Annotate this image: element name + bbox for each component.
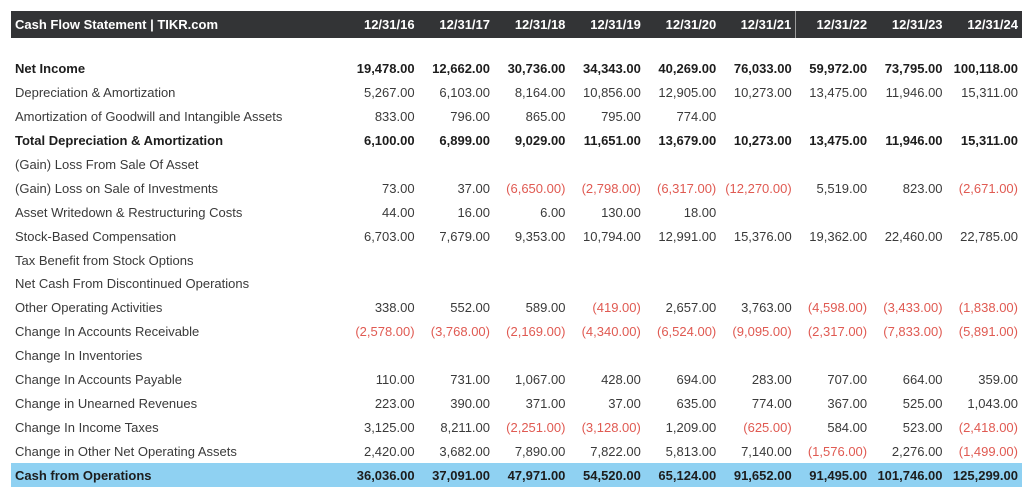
table-row: [11, 415, 1022, 439]
row-value: 12,662.00: [432, 61, 490, 77]
total-row: [11, 463, 1022, 487]
row-value: [947, 105, 1022, 129]
row-value: 59,972.00: [809, 61, 868, 77]
row-value: [494, 272, 569, 296]
row-value: 552.00: [450, 300, 490, 316]
row-value: 428.00: [601, 372, 641, 388]
row-value: [871, 272, 946, 296]
row-value: [796, 105, 871, 129]
row-value: 37.00: [457, 180, 490, 196]
row-value: [947, 153, 1022, 177]
row-value: (5,891.00): [958, 324, 1018, 340]
row-value: [720, 344, 795, 368]
row-value: 11,651.00: [583, 133, 641, 149]
table-row: [11, 224, 1022, 248]
year-header[interactable]: 12/31/24: [947, 11, 1022, 38]
row-value: (2,317.00): [807, 324, 868, 340]
row-value: [796, 248, 871, 272]
table-row: [11, 153, 1022, 177]
row-value: (2,169.00): [506, 324, 566, 340]
row-value: 9,029.00: [514, 133, 566, 149]
row-value: [343, 344, 418, 368]
row-value: 338.00: [374, 300, 415, 316]
row-value: 22,785.00: [960, 228, 1018, 244]
row-value: 774.00: [751, 395, 792, 411]
row-value: [720, 200, 795, 224]
table-row: [11, 105, 1022, 129]
row-value: 73.00: [382, 180, 415, 196]
row-value: (2,578.00): [355, 324, 415, 340]
table-row: [11, 272, 1022, 296]
row-value: [343, 248, 418, 272]
table-row: [11, 439, 1022, 463]
row-label: Total Depreciation & Amortization: [15, 133, 224, 149]
row-value: 6,899.00: [439, 133, 490, 149]
row-value: 6,703.00: [363, 228, 415, 244]
row-value: (7,833.00): [883, 324, 943, 340]
row-value: [569, 344, 644, 368]
row-value: 359.00: [978, 372, 1018, 388]
row-value: 6,100.00: [363, 133, 415, 149]
row-value: 76,033.00: [733, 61, 792, 77]
row-value: 833.00: [374, 109, 415, 125]
row-value: 731.00: [450, 372, 490, 388]
row-value: 8,211.00: [440, 419, 490, 435]
row-value: 664.00: [902, 372, 943, 388]
row-label: Depreciation & Amortization: [15, 85, 176, 101]
year-header[interactable]: 12/31/17: [419, 11, 494, 38]
year-header[interactable]: 12/31/20: [645, 11, 720, 38]
row-value: [645, 344, 720, 368]
row-value: 54,520.00: [569, 463, 644, 487]
row-value: (3,128.00): [581, 419, 641, 435]
table-row: [11, 129, 1022, 153]
row-value: 101,746.00: [871, 463, 946, 487]
table-row: [11, 320, 1022, 344]
row-value: 390.00: [450, 395, 490, 411]
row-value: 13,475.00: [809, 133, 868, 149]
row-value: [645, 272, 720, 296]
row-label: Change In Accounts Receivable: [15, 324, 200, 340]
table-row: [11, 200, 1022, 224]
row-label: (Gain) Loss on Sale of Investments: [15, 180, 219, 196]
row-value: 823.00: [902, 180, 943, 196]
row-value: [645, 248, 720, 272]
row-value: [419, 153, 494, 177]
row-value: (6,524.00): [657, 324, 717, 340]
row-value: (6,650.00): [506, 180, 566, 196]
table-row: [11, 391, 1022, 415]
table-row: [11, 296, 1022, 320]
row-value: 11,946.00: [885, 133, 943, 149]
row-value: 100,118.00: [953, 61, 1018, 77]
row-value: [796, 153, 871, 177]
row-value: 19,362.00: [809, 228, 868, 244]
row-value: 44.00: [382, 204, 415, 220]
row-value: 694.00: [676, 372, 717, 388]
row-value: [947, 344, 1022, 368]
row-value: 91,652.00: [720, 463, 795, 487]
row-value: 9,353.00: [514, 228, 566, 244]
row-value: [871, 153, 946, 177]
row-value: 371.00: [525, 395, 566, 411]
row-value: 125,299.00: [947, 463, 1022, 487]
row-value: [494, 248, 569, 272]
row-value: (1,838.00): [958, 300, 1018, 316]
row-label: Change In Inventories: [15, 348, 143, 364]
row-value: 12,991.00: [658, 228, 717, 244]
row-value: 15,311.00: [960, 133, 1018, 149]
row-value: [947, 200, 1022, 224]
row-value: (2,671.00): [958, 180, 1018, 196]
row-label: Amortization of Goodwill and Intangible Assets: [15, 109, 283, 125]
row-value: [720, 248, 795, 272]
row-value: (6,317.00): [657, 180, 717, 196]
year-header[interactable]: 12/31/23: [871, 11, 946, 38]
row-value: (3,433.00): [883, 300, 943, 316]
row-value: 16.00: [457, 204, 490, 220]
row-value: [871, 105, 946, 129]
row-value: 525.00: [902, 395, 943, 411]
row-value: [871, 344, 946, 368]
row-value: 2,657.00: [665, 300, 717, 316]
row-value: 367.00: [827, 395, 868, 411]
row-value: [419, 248, 494, 272]
row-value: [645, 153, 720, 177]
row-value: 584.00: [827, 419, 868, 435]
row-value: 10,273.00: [733, 85, 792, 101]
row-value: [720, 105, 795, 129]
row-value: 65,124.00: [645, 463, 720, 487]
row-value: 18.00: [683, 204, 717, 220]
year-header[interactable]: 12/31/22: [796, 11, 871, 38]
table-row: [11, 81, 1022, 105]
row-label: Asset Writedown & Restructuring Costs: [15, 204, 243, 220]
row-value: 3,125.00: [363, 419, 415, 435]
row-value: 795.00: [601, 109, 641, 125]
row-value: (2,251.00): [506, 419, 566, 435]
row-value: 774.00: [676, 109, 717, 125]
row-value: 523.00: [902, 419, 943, 435]
table-row: [11, 57, 1022, 81]
row-label: Cash from Operations: [11, 463, 343, 487]
row-value: (1,576.00): [807, 443, 868, 459]
row-value: [494, 153, 569, 177]
row-label: Change in Other Net Operating Assets: [15, 443, 237, 459]
row-value: 5,813.00: [665, 443, 717, 459]
row-value: [569, 153, 644, 177]
row-value: 130.00: [601, 204, 641, 220]
row-value: (1,499.00): [958, 443, 1018, 459]
table-row: [11, 248, 1022, 272]
table-header-row: [11, 11, 1022, 38]
row-value: 3,763.00: [741, 300, 792, 316]
row-value: 1,067.00: [514, 372, 566, 388]
row-value: 10,273.00: [733, 133, 792, 149]
row-value: 635.00: [676, 395, 717, 411]
row-label: Other Operating Activities: [15, 300, 163, 316]
row-value: 283.00: [751, 372, 792, 388]
row-value: [796, 344, 871, 368]
row-value: (3,768.00): [430, 324, 490, 340]
year-header[interactable]: 12/31/18: [494, 11, 569, 38]
row-value: 1,043.00: [967, 395, 1018, 411]
row-label: Net Income: [15, 61, 86, 77]
year-header[interactable]: 12/31/21: [720, 11, 795, 38]
row-value: [947, 272, 1022, 296]
row-value: [343, 153, 418, 177]
row-value: 7,140.00: [741, 443, 792, 459]
row-value: 5,267.00: [363, 85, 415, 101]
row-value: 707.00: [827, 372, 868, 388]
year-header[interactable]: 12/31/19: [569, 11, 644, 38]
row-value: 7,890.00: [514, 443, 566, 459]
row-label: Change In Income Taxes: [15, 419, 159, 435]
row-value: 40,269.00: [658, 61, 717, 77]
row-value: 47,971.00: [494, 463, 569, 487]
row-value: [419, 344, 494, 368]
header-spacer: [11, 38, 1022, 57]
row-value: [871, 248, 946, 272]
row-value: (2,798.00): [581, 180, 641, 196]
row-value: [343, 272, 418, 296]
row-value: 13,475.00: [809, 85, 868, 101]
row-value: 22,460.00: [884, 228, 943, 244]
row-value: 11,946.00: [885, 85, 943, 101]
row-value: 73,795.00: [884, 61, 943, 77]
row-value: 36,036.00: [343, 463, 418, 487]
row-value: 37.00: [608, 395, 641, 411]
row-value: [419, 272, 494, 296]
row-value: [569, 248, 644, 272]
row-label: Tax Benefit from Stock Options: [15, 252, 194, 268]
row-value: (12,270.00): [725, 180, 792, 196]
row-value: (4,598.00): [807, 300, 868, 316]
table-row: [11, 344, 1022, 368]
row-value: 13,679.00: [658, 133, 717, 149]
cash-flow-table: [11, 11, 1022, 487]
row-value: 15,311.00: [961, 85, 1018, 101]
row-value: [796, 272, 871, 296]
row-value: 6.00: [540, 204, 566, 220]
table-row: [11, 368, 1022, 392]
row-value: (2,418.00): [958, 419, 1018, 435]
row-value: 8,164.00: [514, 85, 566, 101]
row-value: [569, 272, 644, 296]
row-value: 12,905.00: [658, 85, 717, 101]
row-value: 110.00: [375, 372, 415, 388]
row-value: [720, 272, 795, 296]
row-value: 91,495.00: [796, 463, 871, 487]
row-value: (4,340.00): [581, 324, 641, 340]
row-value: [720, 153, 795, 177]
row-value: 2,276.00: [891, 443, 943, 459]
row-value: [796, 200, 871, 224]
row-label: Change in Unearned Revenues: [15, 395, 198, 411]
row-value: (625.00): [743, 419, 792, 435]
row-value: 7,679.00: [439, 228, 490, 244]
row-value: 796.00: [450, 109, 490, 125]
row-value: 865.00: [525, 109, 566, 125]
table-row: [11, 176, 1022, 200]
row-value: 5,519.00: [816, 180, 868, 196]
row-value: 6,103.00: [439, 85, 490, 101]
row-value: 223.00: [374, 395, 415, 411]
row-value: 15,376.00: [733, 228, 792, 244]
row-value: 37,091.00: [419, 463, 494, 487]
row-label: Net Cash From Discontinued Operations: [15, 276, 250, 292]
table-title: Cash Flow Statement | TIKR.com: [11, 11, 343, 38]
row-value: (9,095.00): [732, 324, 792, 340]
row-value: 7,822.00: [590, 443, 641, 459]
row-value: 3,682.00: [439, 443, 490, 459]
row-value: 19,478.00: [356, 61, 415, 77]
year-header[interactable]: 12/31/16: [343, 11, 418, 38]
table-body: [11, 38, 1022, 487]
row-value: 2,420.00: [363, 443, 415, 459]
cash-flow-table-container: [11, 11, 1022, 487]
row-label: Change In Accounts Payable: [15, 372, 182, 388]
row-value: 30,736.00: [507, 61, 566, 77]
row-value: 10,794.00: [583, 228, 641, 244]
row-value: [947, 248, 1022, 272]
row-value: [494, 344, 569, 368]
row-value: 34,343.00: [583, 61, 641, 77]
row-value: [871, 200, 946, 224]
row-value: 10,856.00: [583, 85, 641, 101]
row-label: (Gain) Loss From Sale Of Asset: [15, 157, 199, 172]
row-label: Stock-Based Compensation: [15, 228, 177, 244]
row-value: 1,209.00: [665, 419, 717, 435]
row-value: 589.00: [525, 300, 566, 316]
row-value: (419.00): [592, 300, 641, 316]
